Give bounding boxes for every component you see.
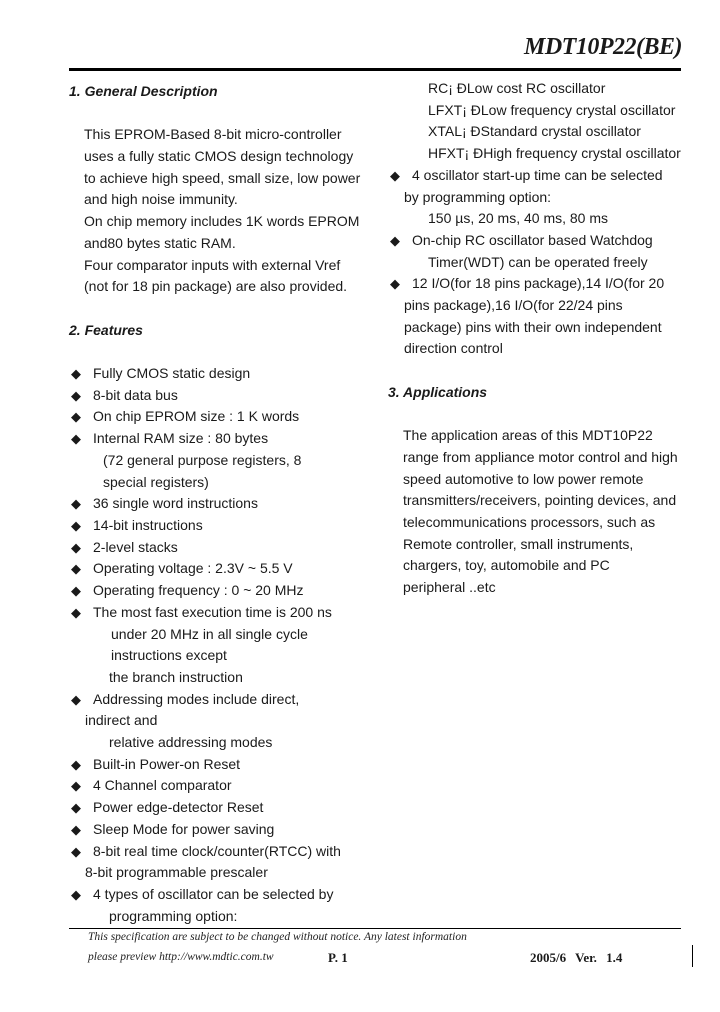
list-item-text: 4 types of oscillator can be selected by	[93, 885, 334, 902]
diamond-bullet-icon: ◆	[71, 539, 81, 555]
footer-notice: This specification are subject to be changed without notice. Any latest information	[88, 931, 467, 943]
list-item	[69, 754, 369, 776]
list-item-continuation: 8-bit programmable prescaler	[85, 864, 268, 881]
list-item-continuation: by programming option:	[404, 188, 552, 205]
list-item	[69, 537, 369, 559]
list-item	[69, 689, 369, 711]
diamond-bullet-icon: ◆	[71, 431, 81, 447]
applications-heading: 3. Applications	[388, 383, 488, 400]
list-item-text: Sleep Mode for power saving	[93, 820, 275, 837]
list-item-continuation: Timer(WDT) can be operated freely	[428, 253, 648, 270]
diamond-bullet-icon: ◆	[71, 561, 81, 577]
list-item	[69, 428, 369, 450]
list-item	[69, 602, 369, 624]
diamond-bullet-icon: ◆	[71, 886, 81, 902]
list-item-text: 12 I/O(for 18 pins package),14 I/O(for 20	[412, 275, 665, 292]
paragraph-line: This EPROM-Based 8-bit micro-controller	[84, 126, 342, 143]
diamond-bullet-icon: ◆	[71, 496, 81, 512]
paragraph-line: Remote controller, small instruments,	[403, 535, 634, 552]
margin-bar	[692, 945, 693, 967]
features-list	[69, 363, 369, 927]
diamond-bullet-icon: ◆	[71, 843, 81, 859]
list-item-continuation: indirect and	[85, 712, 158, 729]
list-item-text: 14-bit instructions	[93, 516, 203, 533]
paragraph-line: Four comparator inputs with external Vref	[84, 256, 341, 273]
diamond-bullet-icon: ◆	[71, 409, 81, 425]
list-item-continuation: instructions except	[111, 647, 227, 664]
list-item-text: The most fast execution time is 200 ns	[93, 603, 332, 620]
diamond-bullet-icon: ◆	[71, 800, 81, 816]
diamond-bullet-icon: ◆	[390, 276, 400, 292]
paragraph-line: range from appliance motor control and high	[403, 448, 678, 465]
list-item-continuation: relative addressing modes	[109, 734, 273, 751]
list-item-text: 4 oscillator start-up time can be selected	[412, 166, 663, 183]
list-item	[69, 797, 369, 819]
list-item-text: 2-level stacks	[93, 538, 178, 555]
diamond-bullet-icon: ◆	[390, 232, 400, 248]
paragraph-line: to achieve high speed, small size, low power	[84, 169, 361, 186]
list-item-continuation: special registers)	[103, 473, 209, 490]
diamond-bullet-icon: ◆	[71, 691, 81, 707]
list-item	[69, 385, 369, 407]
diamond-bullet-icon: ◆	[71, 821, 81, 837]
list-item-continuation: LFXT¡ ÐLow frequency crystal oscillator	[428, 101, 676, 118]
list-item	[69, 841, 369, 863]
list-item-continuation: programming option:	[109, 907, 238, 924]
footer-rule	[69, 928, 681, 929]
page-number: P. 1	[328, 950, 348, 965]
paragraph-line: On chip memory includes 1K words EPROM	[84, 213, 360, 230]
document-title: MDT10P22(BE)	[524, 34, 682, 60]
list-item-text: Operating frequency : 0 ~ 20 MHz	[93, 582, 304, 599]
paragraph-line: telecommunications processors, such as	[403, 514, 656, 531]
diamond-bullet-icon: ◆	[390, 167, 400, 183]
list-item-continuation: pins package),16 I/O(for 22/24 pins	[404, 297, 623, 314]
diamond-bullet-icon: ◆	[71, 778, 81, 794]
footer-preview: please preview http://www.mdtic.com.tw	[88, 951, 274, 963]
list-item	[69, 515, 369, 537]
list-item-continuation: HFXT¡ ÐHigh frequency crystal oscillator	[428, 145, 681, 162]
list-item	[69, 775, 369, 797]
applications-paragraph	[388, 425, 683, 599]
list-item-text: 8-bit real time clock/counter(RTCC) with	[93, 842, 341, 859]
list-item-continuation: (72 general purpose registers, 8	[103, 451, 302, 468]
list-item	[69, 580, 369, 602]
list-item-text: Internal RAM size : 80 bytes	[93, 430, 269, 447]
list-item-continuation: XTAL¡ ÐStandard crystal oscillator	[428, 123, 641, 140]
list-item	[388, 230, 688, 252]
list-item	[69, 819, 369, 841]
list-item	[69, 884, 369, 906]
paragraph-line: and high noise immunity.	[84, 191, 238, 208]
paragraph-line: (not for 18 pin package) are also provided.	[84, 278, 348, 295]
right-column	[388, 78, 688, 599]
general-description-paragraph	[69, 124, 364, 298]
list-item	[69, 363, 369, 385]
list-item	[69, 406, 369, 428]
list-item	[69, 558, 369, 580]
list-item-continuation: package) pins with their own independent	[404, 318, 662, 335]
left-column	[69, 81, 369, 927]
diamond-bullet-icon: ◆	[71, 756, 81, 772]
diamond-bullet-icon: ◆	[71, 517, 81, 533]
list-item-text: Fully CMOS static design	[93, 365, 251, 382]
diamond-bullet-icon: ◆	[71, 583, 81, 599]
list-item-text: Power edge-detector Reset	[93, 799, 264, 816]
list-item	[388, 165, 688, 187]
paragraph-line: chargers, toy, automobile and PC	[403, 557, 610, 574]
diamond-bullet-icon: ◆	[71, 387, 81, 403]
list-item-text: On chip EPROM size : 1 K words	[93, 408, 300, 425]
list-item	[69, 493, 369, 515]
diamond-bullet-icon: ◆	[71, 366, 81, 382]
features-list-continued	[388, 78, 688, 360]
paragraph-line: uses a fully static CMOS design technology	[84, 148, 354, 165]
date-version	[530, 950, 622, 966]
list-item-continuation: 150 µs, 20 ms, 40 ms, 80 ms	[428, 210, 609, 227]
list-item-text: On-chip RC oscillator based Watchdog	[412, 231, 653, 248]
paragraph-line: The application areas of this MDT10P22	[403, 427, 653, 444]
features-heading: 2. Features	[69, 321, 143, 338]
list-item-continuation: RC¡ ÐLow cost RC oscillator	[428, 80, 606, 96]
list-item	[388, 273, 688, 295]
list-item-text: 36 single word instructions	[93, 495, 258, 512]
list-item-continuation: under 20 MHz in all single cycle	[111, 625, 308, 642]
list-item-continuation: direction control	[404, 340, 503, 357]
footer-version: Ver. 1.4	[575, 950, 623, 965]
list-item-text: Built-in Power-on Reset	[93, 755, 241, 772]
paragraph-line: transmitters/receivers, pointing devices, and	[403, 492, 677, 509]
general-description-heading: 1. General Description	[69, 83, 218, 99]
list-item-text: Operating voltage : 2.3V ~ 5.5 V	[93, 560, 293, 577]
diamond-bullet-icon: ◆	[71, 604, 81, 620]
footer-date: 2005/6	[530, 950, 567, 965]
list-item-continuation: the branch instruction	[109, 668, 243, 685]
header-rule	[69, 68, 681, 71]
list-item-text: 4 Channel comparator	[93, 777, 232, 794]
paragraph-line: and80 bytes static RAM.	[84, 234, 236, 251]
list-item-text: Addressing modes include direct,	[93, 690, 300, 707]
list-item-text: 8-bit data bus	[93, 386, 178, 403]
paragraph-line: speed automotive to low power remote	[403, 470, 644, 487]
paragraph-line: peripheral ..etc	[403, 579, 496, 596]
